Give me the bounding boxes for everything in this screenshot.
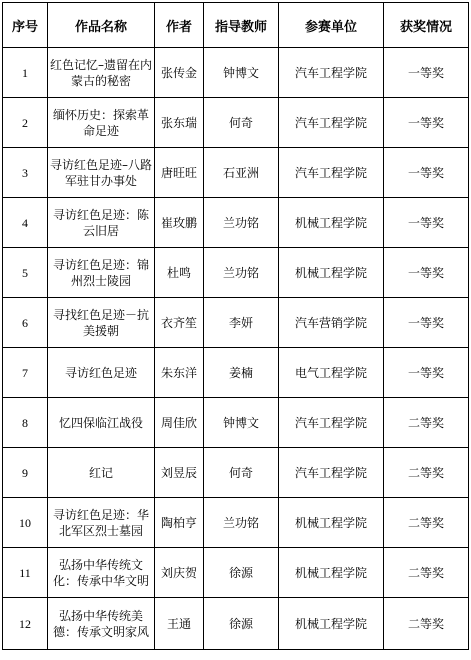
table-row: [3, 498, 469, 548]
cell-result: 二等奖: [384, 548, 469, 598]
cell-no: 1: [3, 48, 48, 98]
cell-unit: 机械工程学院: [279, 248, 384, 298]
awards-table: [2, 2, 469, 650]
table-row: [3, 198, 469, 248]
cell-mentor: 何奇: [204, 98, 279, 148]
cell-result: 一等奖: [384, 98, 469, 148]
cell-no: 2: [3, 98, 48, 148]
header-result: 获奖情况: [384, 3, 469, 48]
table-row: [3, 398, 469, 448]
cell-result: 一等奖: [384, 48, 469, 98]
header-mentor: 指导教师: [204, 3, 279, 48]
header-no: 序号: [3, 3, 48, 48]
cell-author: 刘昱辰: [155, 448, 204, 498]
cell-mentor: 何奇: [204, 448, 279, 498]
table-row: [3, 598, 469, 650]
cell-result: 一等奖: [384, 198, 469, 248]
cell-unit: 电气工程学院: [279, 348, 384, 398]
table-row: [3, 448, 469, 498]
cell-title: 忆四保临江战役: [48, 398, 155, 448]
cell-title: 寻访红色足迹: [48, 348, 155, 398]
cell-unit: 机械工程学院: [279, 548, 384, 598]
cell-no: 11: [3, 548, 48, 598]
cell-author: 唐旺旺: [155, 148, 204, 198]
table-row: [3, 148, 469, 198]
cell-unit: 汽车工程学院: [279, 398, 384, 448]
cell-result: 二等奖: [384, 598, 469, 650]
cell-author: 王通: [155, 598, 204, 650]
cell-title: 寻访红色足迹–八路军驻甘办事处: [48, 148, 155, 198]
cell-author: 杜鸣: [155, 248, 204, 298]
cell-unit: 汽车工程学院: [279, 48, 384, 98]
cell-no: 4: [3, 198, 48, 248]
cell-author: 张东瑞: [155, 98, 204, 148]
cell-title: 弘扬中华传统文化：传承中华文明: [48, 548, 155, 598]
cell-unit: 汽车工程学院: [279, 448, 384, 498]
cell-unit: 汽车工程学院: [279, 148, 384, 198]
cell-title: 寻访红色足迹：锦州烈士陵园: [48, 248, 155, 298]
cell-no: 10: [3, 498, 48, 548]
table-header: [3, 3, 469, 48]
cell-mentor: 石亚洲: [204, 148, 279, 198]
cell-title: 寻访红色足迹：华北军区烈士墓园: [48, 498, 155, 548]
header-unit: 参赛单位: [279, 3, 384, 48]
cell-no: 12: [3, 598, 48, 650]
table-row: [3, 248, 469, 298]
table-body: [3, 48, 469, 650]
cell-author: 张传金: [155, 48, 204, 98]
cell-result: 二等奖: [384, 448, 469, 498]
cell-result: 二等奖: [384, 498, 469, 548]
cell-author: 崔玫鹏: [155, 198, 204, 248]
cell-unit: 机械工程学院: [279, 198, 384, 248]
cell-author: 陶柏亨: [155, 498, 204, 548]
cell-title: 红色记忆–遗留在内蒙古的秘密: [48, 48, 155, 98]
cell-mentor: 李妍: [204, 298, 279, 348]
cell-unit: 汽车工程学院: [279, 98, 384, 148]
cell-result: 一等奖: [384, 248, 469, 298]
cell-author: 朱东洋: [155, 348, 204, 398]
cell-result: 一等奖: [384, 148, 469, 198]
cell-no: 3: [3, 148, 48, 198]
cell-result: 一等奖: [384, 298, 469, 348]
header-row: [3, 3, 469, 48]
table-row: [3, 98, 469, 148]
cell-no: 9: [3, 448, 48, 498]
cell-author: 刘庆贺: [155, 548, 204, 598]
cell-author: 周佳欣: [155, 398, 204, 448]
cell-no: 8: [3, 398, 48, 448]
cell-unit: 机械工程学院: [279, 498, 384, 548]
cell-title: 缅怀历史：探索革命足迹: [48, 98, 155, 148]
cell-no: 6: [3, 298, 48, 348]
cell-mentor: 徐源: [204, 548, 279, 598]
table-row: [3, 48, 469, 98]
cell-mentor: 姜楠: [204, 348, 279, 398]
table-row: [3, 298, 469, 348]
cell-no: 5: [3, 248, 48, 298]
table-row: [3, 348, 469, 398]
cell-title: 弘扬中华传统美德：传承文明家风: [48, 598, 155, 650]
cell-unit: 机械工程学院: [279, 598, 384, 650]
cell-mentor: 钟博文: [204, 48, 279, 98]
cell-no: 7: [3, 348, 48, 398]
cell-title: 寻访红色足迹：陈云旧居: [48, 198, 155, 248]
cell-mentor: 兰功铭: [204, 248, 279, 298]
cell-unit: 汽车营销学院: [279, 298, 384, 348]
cell-title: 红记: [48, 448, 155, 498]
cell-result: 一等奖: [384, 348, 469, 398]
cell-mentor: 兰功铭: [204, 198, 279, 248]
header-author: 作者: [155, 3, 204, 48]
cell-mentor: 钟博文: [204, 398, 279, 448]
cell-result: 二等奖: [384, 398, 469, 448]
cell-author: 衣齐笙: [155, 298, 204, 348]
header-title: 作品名称: [48, 3, 155, 48]
cell-mentor: 兰功铭: [204, 498, 279, 548]
table-row: [3, 548, 469, 598]
cell-mentor: 徐源: [204, 598, 279, 650]
cell-title: 寻找红色足迹－抗美援朝: [48, 298, 155, 348]
